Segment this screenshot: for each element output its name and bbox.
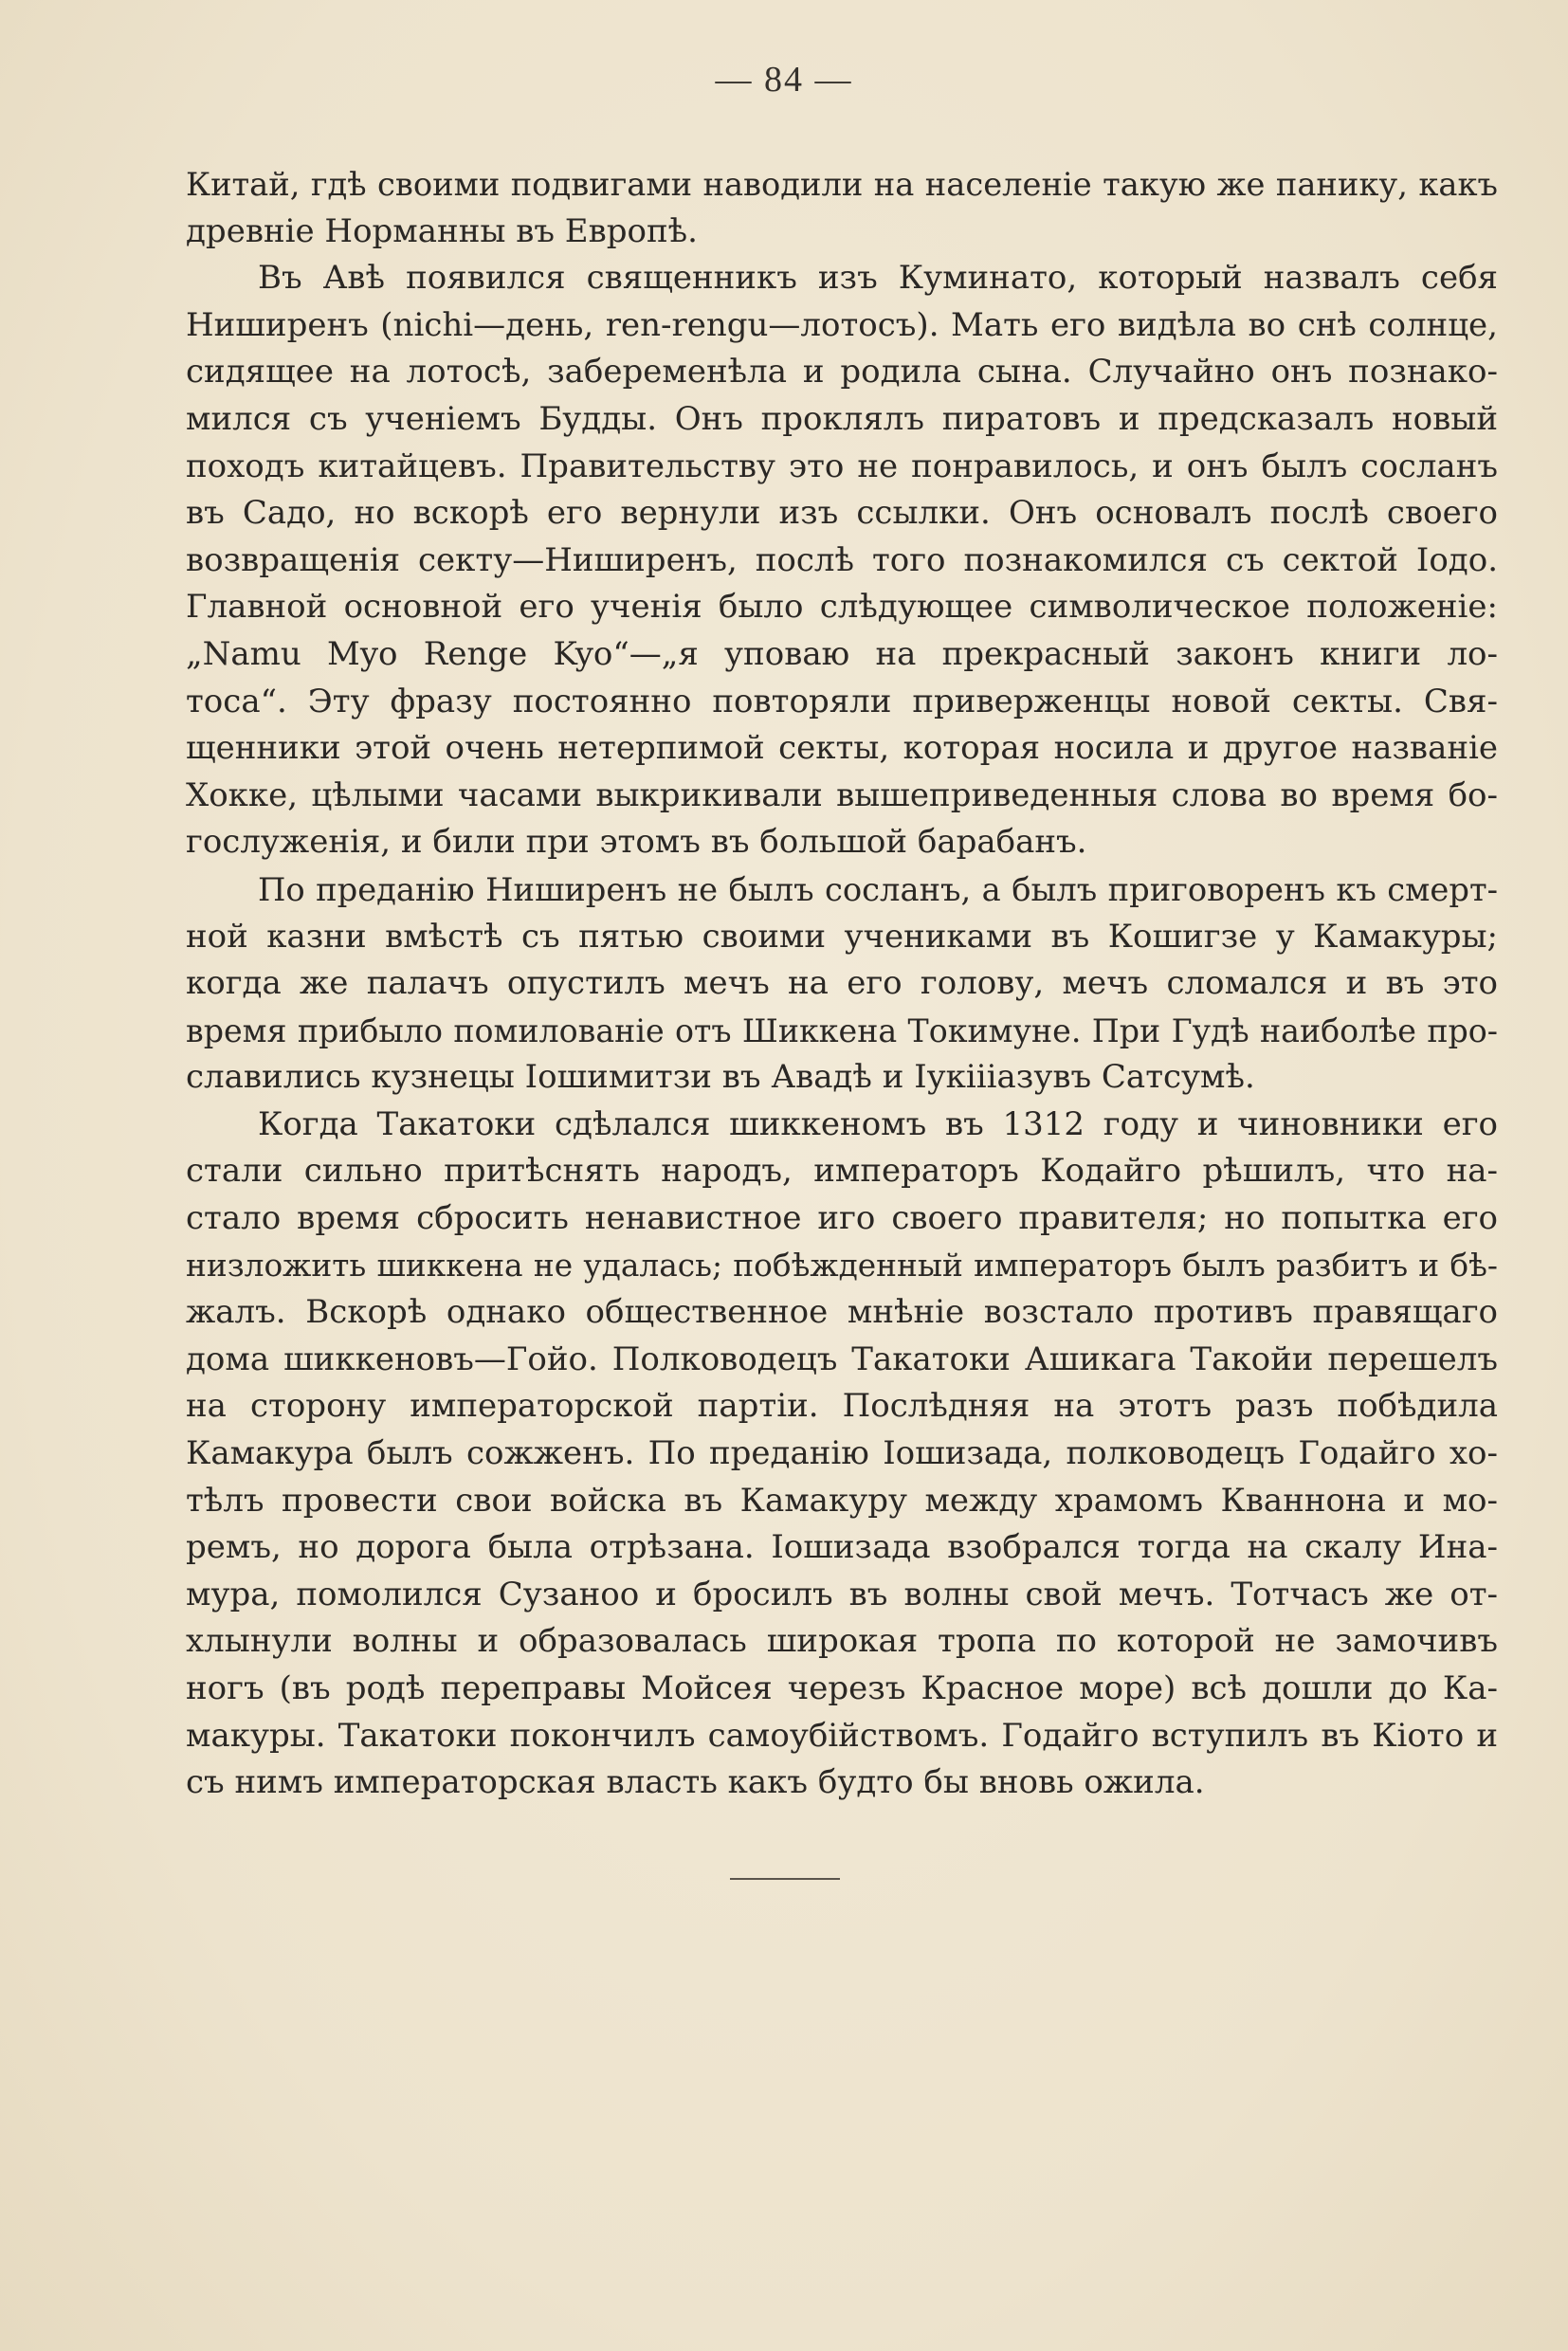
text-line: Хокке, цѣлыми часами выкрикивали вышеприведенныя слова во время бо-: [186, 775, 1498, 814]
text-line: мился съ ученіемъ Будды. Онъ проклялъ пиратовъ и предсказалъ новый: [186, 399, 1498, 438]
text-line: низложить шиккена не удалась; побѣжденный императоръ былъ разбитъ и бѣ-: [186, 1247, 1498, 1284]
text-line: тѣлъ провести свои войска въ Камакуру между храмомъ Кваннона и мо-: [186, 1481, 1498, 1520]
text-line: тоса“. Эту фразу постоянно повторяли приверженцы новой секты. Свя-: [186, 682, 1498, 720]
text-line: макуры. Такатоки покончилъ самоубійствомъ. Годайго вступилъ въ Кіото и: [186, 1716, 1498, 1755]
text-line: сидящее на лотосѣ, забеременѣла и родила сына. Случайно онъ познако-: [186, 353, 1498, 392]
text-line: съ нимъ императорская власть какъ будто бы вновь ожила.: [186, 1763, 1205, 1802]
text-line: Когда Такатоки сдѣлался шиккеномъ въ 1312 году и чиновники его: [258, 1104, 1498, 1143]
text-line: жалъ. Вскорѣ однако общественное мнѣніе возстало противъ правящаго: [186, 1293, 1498, 1332]
text-line: время прибыло помилованіе отъ Шиккена Токимуне. При Гудѣ наиболѣе про-: [186, 1011, 1498, 1049]
text-line: Ниширенъ (nichi—день, ren-rengu—лотосъ). Мать его видѣла во снѣ солнце,: [186, 305, 1498, 344]
page-number: — 84 —: [715, 60, 853, 100]
text-line: на сторону императорской партіи. Послѣдняя на этотъ разъ побѣдила: [186, 1387, 1498, 1426]
body-text: [186, 161, 1498, 1807]
paragraph: [186, 866, 1498, 1102]
text-line: Въ Авѣ появился священникъ изъ Куминато, который назвалъ себя: [258, 259, 1498, 298]
text-line: „Namu Myo Renge Kyo“—„я уповаю на прекрасный законъ книги ло-: [186, 634, 1498, 673]
text-line: По преданію Ниширенъ не былъ сосланъ, а былъ приговоренъ къ смерт-: [258, 870, 1498, 908]
text-line: славились кузнецы Іошимитзи въ Авадѣ и Іукіііазувъ Сатсумѣ.: [186, 1058, 1255, 1097]
text-line: ной казни вмѣстѣ съ пятью своими учениками въ Кошигзе у Камакуры;: [186, 917, 1498, 956]
paragraph: [186, 161, 1498, 255]
end-rule: [730, 1878, 840, 1880]
text-line: походъ китайцевъ. Правительству это не понравилось, и онъ былъ сосланъ: [186, 447, 1498, 485]
text-line: когда же палачъ опустилъ мечъ на его голову, мечъ сломался и въ это: [186, 964, 1498, 1003]
text-line: Китай, гдѣ своими подвигами наводили на населеніе такую же панику, какъ: [186, 166, 1498, 203]
text-line: Камакура былъ сожженъ. По преданію Іошизада, полководецъ Годайго хо-: [186, 1434, 1498, 1473]
text-line: мура, помолился Сузаноо и бросилъ въ волны свой мечъ. Тотчасъ же от-: [186, 1575, 1498, 1613]
text-line: хлынули волны и образовалась широкая тропа по которой не замочивъ: [186, 1622, 1498, 1661]
text-line: Главной основной его ученія было слѣдующее символическое положеніе:: [186, 588, 1498, 627]
text-line: ногъ (въ родѣ переправы Мойсея черезъ Красное море) всѣ дошли до Ка-: [186, 1669, 1498, 1707]
text-line: щенники этой очень нетерпимой секты, которая носила и другое названіе: [186, 729, 1498, 768]
paragraph: [186, 1102, 1498, 1807]
text-line: стали сильно притѣснять народъ, императоръ Кодайго рѣшилъ, что на-: [186, 1152, 1498, 1191]
text-line: древніе Норманны въ Европѣ.: [186, 211, 698, 250]
text-line: гослуженія, и били при этомъ въ большой барабанъ.: [186, 823, 1087, 862]
paragraph: [186, 255, 1498, 866]
text-line: въ Садо, но вскорѣ его вернули изъ ссылки. Онъ основалъ послѣ своего: [186, 494, 1498, 533]
text-line: стало время сбросить ненавистное иго своего правителя; но попытка его: [186, 1199, 1498, 1238]
text-line: дома шиккеновъ—Гойо. Полководецъ Такатоки Ашикага Такойи перешелъ: [186, 1340, 1498, 1378]
text-line: возвращенія секту—Ниширенъ, послѣ того познакомился съ сектой Іодо.: [186, 540, 1498, 579]
text-line: ремъ, но дорога была отрѣзана. Іошизада взобрался тогда на скалу Ина-: [186, 1528, 1498, 1567]
